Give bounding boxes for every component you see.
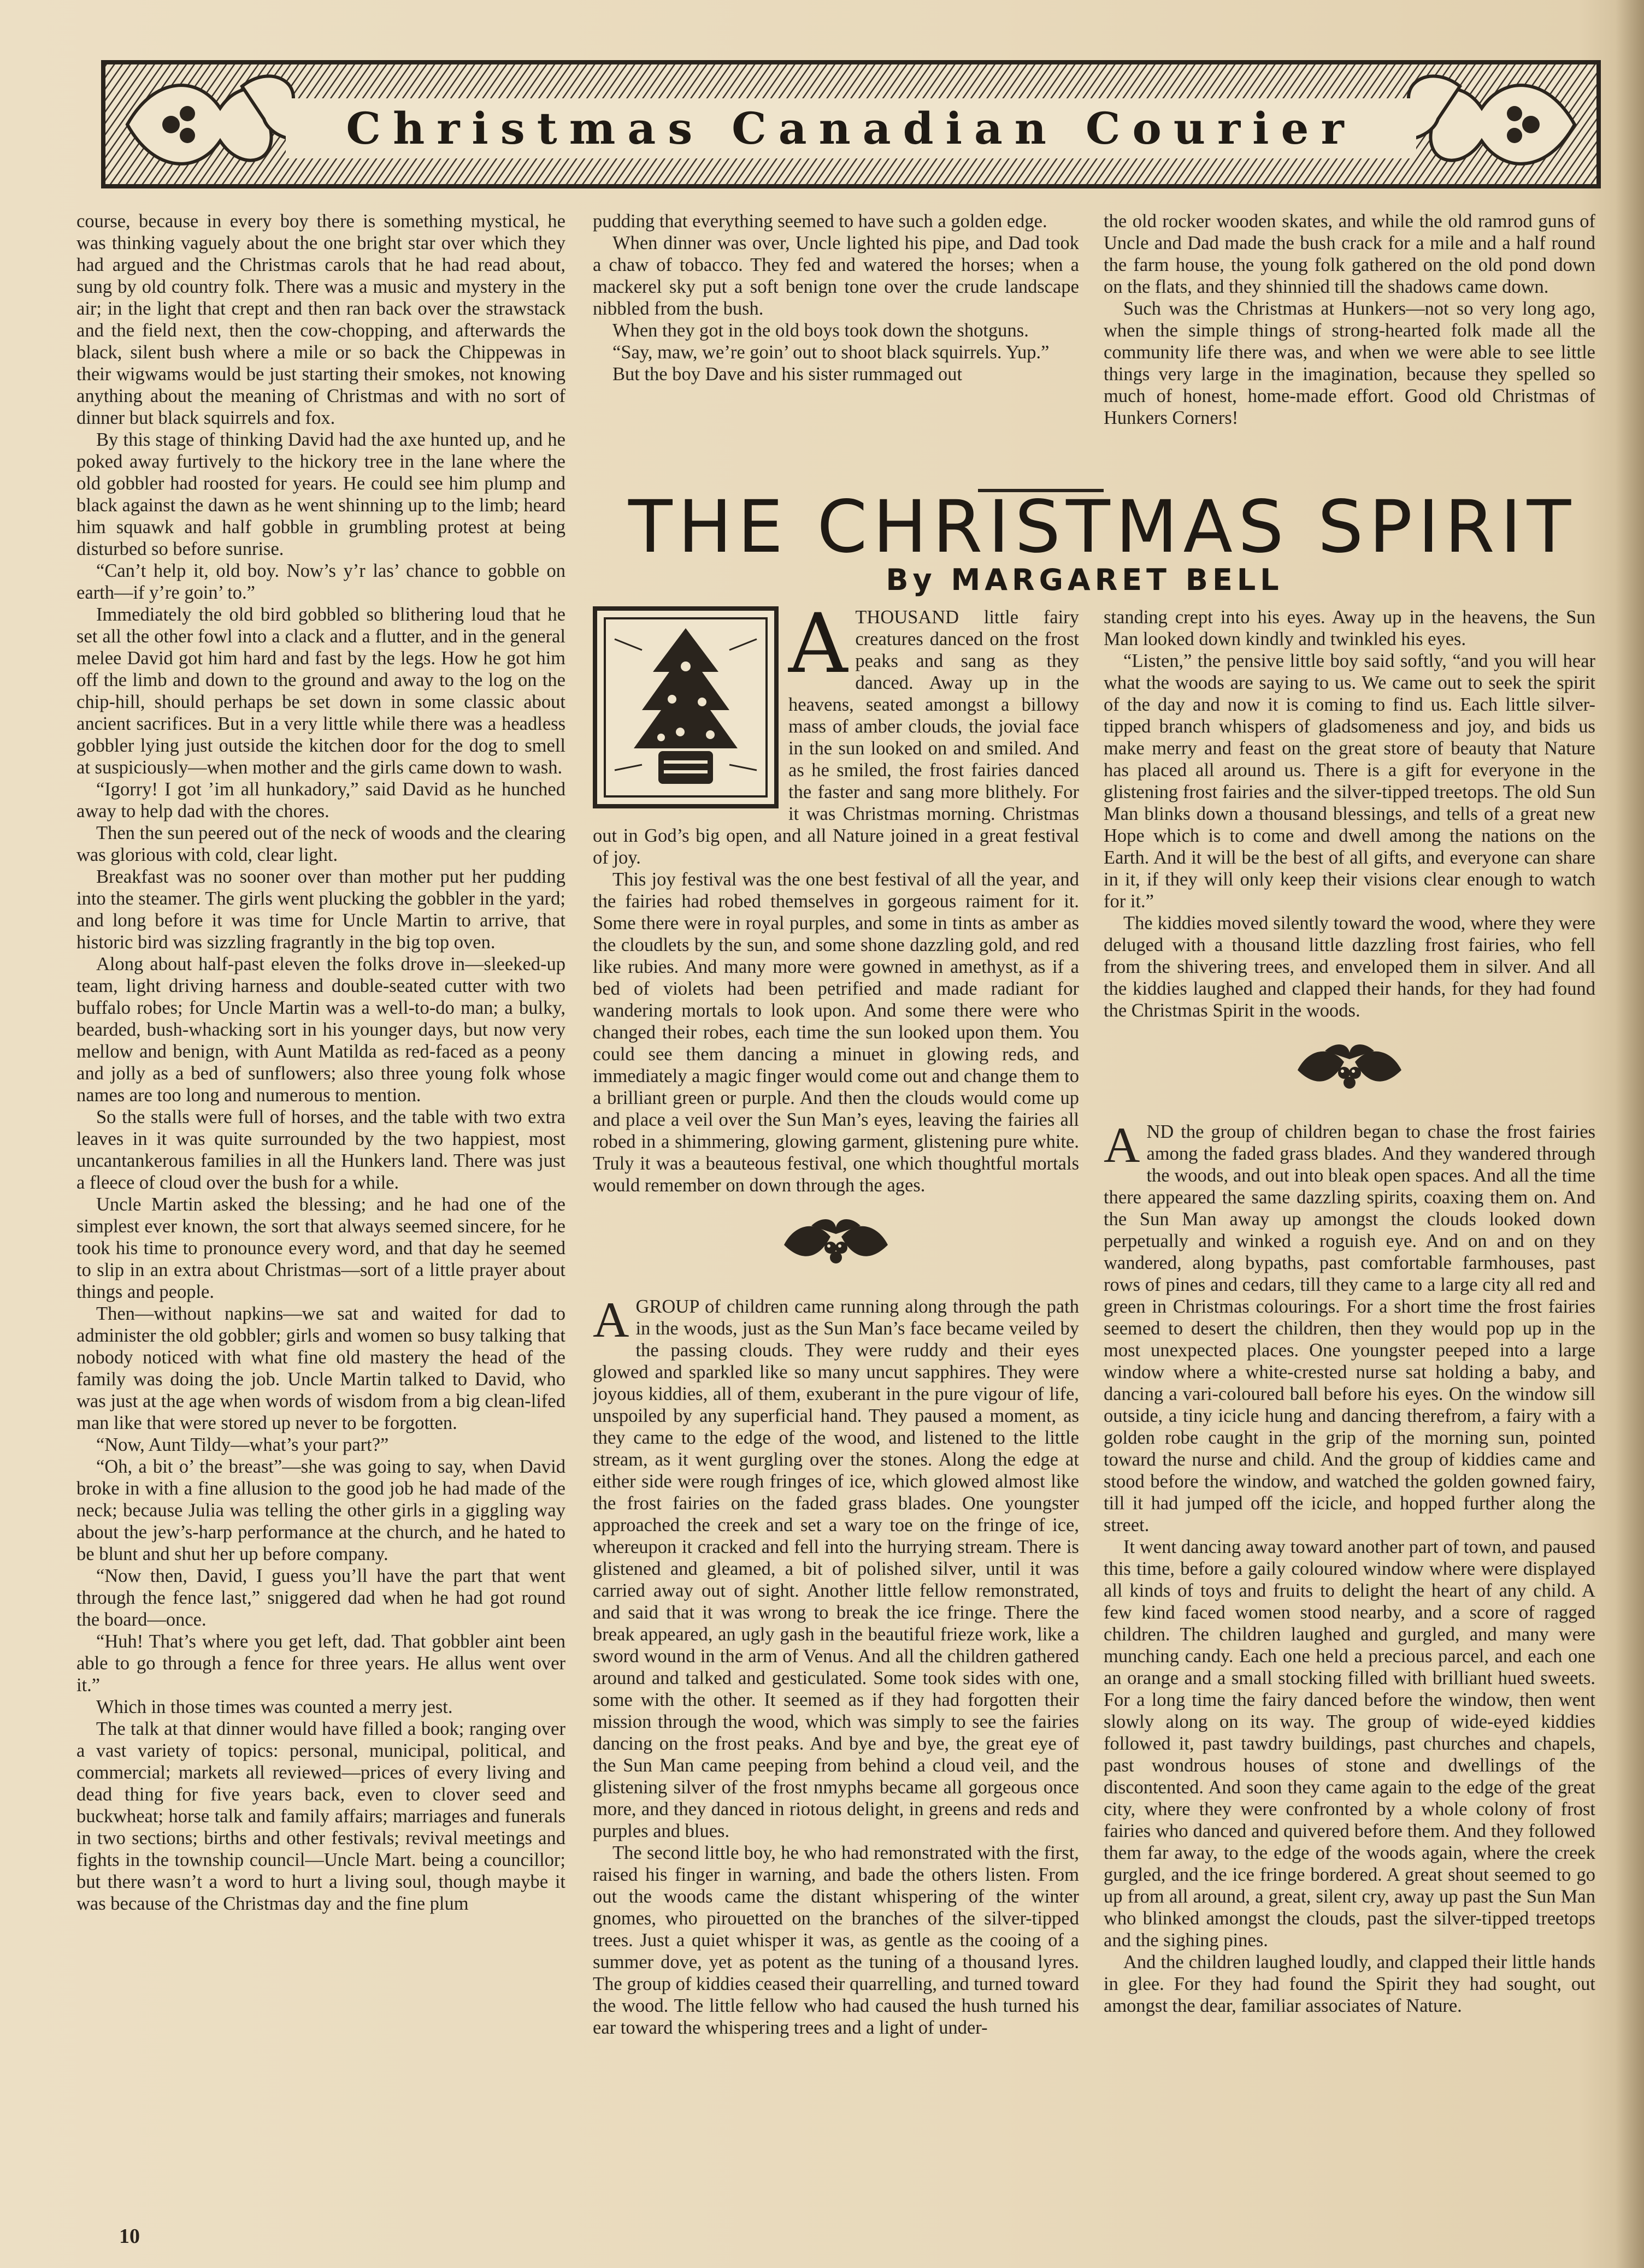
paragraph: THOUSAND little fairy creatures danced on the frost peaks and sang as they danced. Away up in the heavens, seated amongst a billowy mass of amber clouds, the jovial face in the sun looked on and smiled. And as he smiled, the frost fairies danced the faster and sang more blithely. For it was Christmas morning. Christmas out in God’s big open, and all Nature joined in a great festival of joy. <box>593 607 1079 868</box>
paragraph: The talk at that dinner would have filled a book; ranging over a vast variety of topics: personal, municipal, political, and commercial; markets all reviewed—prices of every living and dead thing for five years back, even to clover seed and buckwheat; horse talk and family affairs; marriages and funerals in two sections; births and other festivals; revival meetings and fights in the township council—Uncle Mart. being a councillor; but there wasn’t a word to hurt a living soul, though maybe it was because of the Christmas day and the fine plum <box>76 1718 565 1914</box>
paragraph: “Oh, a bit o’ the breast”—she was going to say, when David broke in with a fine allusion to the good job he had made of the neck; because Julia was telling the other girls in a giggling way about the jew’s-harp performance at the church, and he hated to be blunt and shut her up before company. <box>76 1456 565 1564</box>
masthead-title: Christmas Canadian Courier <box>286 98 1416 158</box>
paragraph: “Listen,” the pensive little boy said softly, “and you will hear what the woods are saying to us. We came out to seek the spirit of the day and now it is coming to find us. Each little silver-tipped branch whispers of gladsomeness and joy, and bids us make merry and feast on the great store of beauty that Nature has placed all around us. There is a gift for everyone in the glistening frost fairies and the silver-tipped treetops. The old Sun Man blinks down a thousand blessings, and tells of a great new Hope which is to come and dwell among the nations on the Earth. And it will be the best of all gifts, and everyone can share in it, if they will only keep their visions clear enough to watch for it.” <box>1104 651 1595 912</box>
drop-cap: A <box>788 606 848 692</box>
paragraph: The kiddies moved silently toward the wood, where they were deluged with a thousand little dazzling frost fairies, who fell from the shivering trees, and enveloped them in silver. And all the kiddies laughed and clapped their hands, for they had found the Christmas Spirit in the woods. <box>1104 913 1595 1021</box>
page-edge-shadow <box>1616 0 1644 2268</box>
paragraph: The second little boy, he who had remonstrated with the first, raised his finger in warning, and bade the others listen. From out the woods came the distant whispering of the winter gnomes, who pirouetted on the branches of the silver-tipped trees. Just a quiet whisper it was, as gentle as the cooing of a summer dove, yet as potent as the tuning of a thousand lyres. The group of kiddies ceased their quarrelling, and turned toward the wood. The little fellow who had caused the hush turned his ear toward the whispering trees and a light of under- <box>593 1842 1079 2038</box>
paragraph: pudding that everything seemed to have such a golden edge. <box>593 211 1047 232</box>
paragraph: It went dancing away toward another part of town, and paused this time, before a gaily coloured window where were displayed all kinds of toys and fruits to delight the heart of any child. A few kind faced women stood nearby, and a score of ragged children. The children laughed and gurgled, and many were munching candy. Each one held a precious parcel, and each one an orange and a small stocking filled with brilliant hued sweets. For a long time the fairy danced before the window, then went slowly along on its way. The group of wide-eyed kiddies followed it, past tawdry buildings, past churches and chapels, past wondrous houses of stone and dwellings of the discontented. And soon they came again to the edge of the great city, where they were confronted by a whole colony of frost fairies who danced and quivered before them. And they followed them far away, to the edge of the woods again, where the creek gurgled, and the ice fringe bordered. A great shout seemed to go up from all around, a great, silent cry, away up past the Sun Man who blinked amongst the clouds, past the silver-tipped treetops and the sighing pines. <box>1104 1537 1595 1951</box>
paragraph: But the boy Dave and his sister rummaged out <box>612 364 963 385</box>
paragraph: Then—without napkins—we sat and waited for dad to administer the old gobbler; girls and women so busy talking that nobody noticed with what fine old mastery the head of the family was doing the job. Uncle Martin talked to David, who was just at the age when words of wisdom from a big clean-lifed man like that were stored up never to be forgotten. <box>76 1303 565 1433</box>
paragraph: Breakfast was no sooner over than mother put her pudding into the steamer. The girls went plucking the gobbler in the yard; and long before it was time for Uncle Martin to arrive, that historic bird was sizzling fragrantly in the big top oven. <box>76 866 565 953</box>
paragraph: So the stalls were full of horses, and the table with two extra leaves in it was quite surrounded by the two happiest, most uncantankerous families in all the Hunkers land. There was just a fleece of cloud over the bush for a while. <box>76 1107 565 1193</box>
paragraph: This joy festival was the one best festival of all the year, and the fairies had robed themselves in gorgeous raiment for it. Some there were in royal purples, and some in tints as amber as the cloudlets by the sun, and some shone dazzling gold, and red like rubies. And many more were gowned in amethyst, as if a bed of violets had been petrified and made radiant for wandering mortals to look upon. And some there were who changed their robes, each time the sun looked upon them. You could see them dancing a minuet in glowing reds, and immediately a magic finger would come out and change them to a brilliant green or purple. And then the clouds would come up and place a veil over the Sun Man’s eyes, leaving the fairies all robed in a shimmering, glowing garment, glistening pure white. Truly it was a beauteous festival, one which thoughtful mortals would remember on down through the ages. <box>593 869 1079 1196</box>
paragraph: Uncle Martin asked the blessing; and he had one of the simplest ever known, the sort that always seemed sincere, for he took his time to pronounce every word, and that day he seemed to slip in an extra about Christmas—sort of a little prayer about things and people. <box>76 1194 565 1302</box>
paragraph: course, because in every boy there is something mystical, he was thinking vaguely about the one bright star over which they had argued and the Christmas carols that he had read about, sung by old country folk. There was a music and mystery in the air; in the light that crept and then ran back over the strawstack and the field next, then the cow-chopping, and afterwards the black, silent bush where a mile or so back the Chippewas in their wigwams would be just starting their smokes, not knowing anything about the meaning of Christmas and with no sort of dinner but black squirrels and fox. <box>76 211 565 428</box>
paragraph: “Huh! That’s where you get left, dad. That gobbler aint been able to go through a fence for three years. He allus went over it.” <box>76 1631 565 1696</box>
paragraph: ND the group of children began to chase the frost fairies among the faded grass blades. And they wandered through the woods, and out into bleak open spaces. And all the time there appeared the same dazzling spirits, coaxing them on. And the Sun Man away up amongst the clouds looked down perpetually and winked a roguish eye. And on and on they wandered, along bypaths, past comfortable farmhouses, past rows of pines and cedars, till they came to a large city all red and green in Christmas colourings. For a short time the frost fairies seemed to desert the children, then they would pop up in the most unexpected places. One youngster peeped into a large window where a white-crested nurse sat holding a baby, and dancing a vari-coloured ball before his eyes. On the window sill outside, a tiny icicle hung and dancing therefrom, a fairy with a golden robe caught in the grip of the morning sun, pointed toward the nurse and child. And the group of kiddies came and stood before the window, and watched the golden gowned fairy, till it had jumped off the icicle, and hopped further along the street. <box>1104 1121 1595 1535</box>
holly-ornament-icon <box>1292 1040 1407 1100</box>
paragraph: the old rocker wooden skates, and while the old ramrod guns of Uncle and Dad made the bush crack for a mile and a half round the farm house, the young folk gathered on the old pond down on the flats, and they shinnied till the shadows came down. <box>1104 211 1595 297</box>
article-column-1 <box>593 606 1079 2223</box>
column-3-top <box>1104 210 1595 467</box>
paragraph: When they got in the old boys took down the shotguns. <box>612 320 1029 341</box>
paragraph: Immediately the old bird gobbled so blithering loud that he set all the other fowl into a clack and a flutter, and in the general melee David got him hard and fast by the legs. How he got him off the limb and down to the ground and away to the log on the chip-hill, should perhaps be set down in some classic about ancient sacrifices. But in a very little while there was a headless gobbler lying just outside the kitchen door for the dog to smell at suspiciously—when mother and the girls came down to wash. <box>76 604 565 778</box>
drop-cap: A <box>1104 1117 1140 1173</box>
paragraph: By this stage of thinking David had the axe hunted up, and he poked away furtively to the hickory tree in the lane where the old gobbler had roosted for years. He could see him plump and black against the dawn as he went shinning up to the limb; heard him squawk and half gobble in grumbling protest at being disturbed so before sunrise. <box>76 429 565 559</box>
column-1 <box>76 210 565 2199</box>
holly-ornament-icon <box>779 1215 893 1275</box>
paragraph: “Say, maw, we’re goin’ out to shoot black squirrels. Yup.” <box>612 342 1050 363</box>
article-byline: By MARGARET BELL <box>886 563 1283 597</box>
paragraph: “Now then, David, I guess you’ll have the part that went through the fence last,” sniggered dad when he had got round the board—once. <box>76 1566 565 1630</box>
paragraph: When dinner was over, Uncle lighted his pipe, and Dad took a chaw of tobacco. They fed and watered the horses; when a mackerel sky put a soft benign tone over the crude landscape nibbled from the bush. <box>593 233 1079 319</box>
drop-cap: A <box>593 1292 629 1348</box>
paragraph: standing crept into his eyes. Away up in the heavens, the Sun Man looked down kindly and twinkled his eyes. <box>1104 607 1595 649</box>
paragraph: Which in those times was counted a merry jest. <box>96 1697 453 1717</box>
paragraph: And the children laughed loudly, and clapped their little hands in glee. For they had found the Spirit they had sought, out amongst the dear, familiar associates of Nature. <box>1104 1952 1595 2016</box>
page-number: 10 <box>119 2225 140 2248</box>
paragraph: GROUP of children came running along through the path in the woods, just as the Sun Man’s face became veiled by the passing clouds. They were ruddy and their eyes glowed and sparkled like so many uncut sapphires. They were joyous kiddies, all of them, exuberant in the pure vigour of life, unspoiled by any superficial hand. They paused a moment, as they came to the edge of the wood, and listened to the little stream, as it went gurgling over the stones. Along the edge at either side were rough fringes of ice, which glowed almost like the frost fairies on the faded grass blades. One youngster approached the creek and set a wary toe on the fringe of ice, whereupon it cracked and fell into the hurrying stream. There is glistened and gleamed, a bit of polished silver, until it was carried away out of sight. Another little fellow remonstrated, and said that it was wrong to break the ice fringe. There the break appeared, an ugly gash in the beautiful frieze work, like a sword wound in the arm of Venus. And all the children gathered around and talked and gesticulated. Some took sides with one, some with the other. It seemed as if they had forgotten their mission through the wood, which was simply to see the fairies dancing on the frost peaks. And bye and bye, the great eye of the Sun Man came peeping from behind a cloud veil, and the glistening silver of the frost nmyphs became all gorgeous once more, and they danced in riotous delight, in greens and reds and purples and blues. <box>593 1296 1079 1841</box>
article-column-2 <box>1104 606 1595 2223</box>
paragraph: “Can’t help it, old boy. Now’s y’r las’ chance to gobble on earth—if y’re goin’ to.” <box>76 560 565 603</box>
header-banner <box>101 60 1601 188</box>
article-headline: THE CHRISTMAS SPIRIT <box>628 485 1577 569</box>
paragraph: “Now, Aunt Tildy—what’s your part?” <box>96 1434 389 1455</box>
paragraph: Then the sun peered out of the neck of woods and the clearing was glorious with cold, clear light. <box>76 823 565 865</box>
paragraph: Along about half-past eleven the folks drove in—sleeked-up team, light driving harness and double-seated cutter with two buffalo robes; for Uncle Martin was a well-to-do man; a bulky, bearded, bush-whacking sort in his younger days, but now very mellow and benign, with Aunt Matilda as red-faced as a peony and jolly as a bed of sunflowers; also three young folk whose names are too long and numerous to mention. <box>76 954 565 1106</box>
paragraph: Such was the Christmas at Hunkers—not so very long ago, when the simple things of strong-hearted folk made all the community life there was, and when we were able to see little things very large in the imagination, because they spelled so much of honest, home-made effort. Good old Christmas of Hunkers Corners! <box>1104 298 1595 428</box>
column-2-top <box>593 210 1079 451</box>
paragraph: “Igorry! I got ’im all hunkadory,” said David as he hunched away to help dad with the chores. <box>76 779 565 822</box>
woodcut-illustration-icon <box>593 606 779 808</box>
